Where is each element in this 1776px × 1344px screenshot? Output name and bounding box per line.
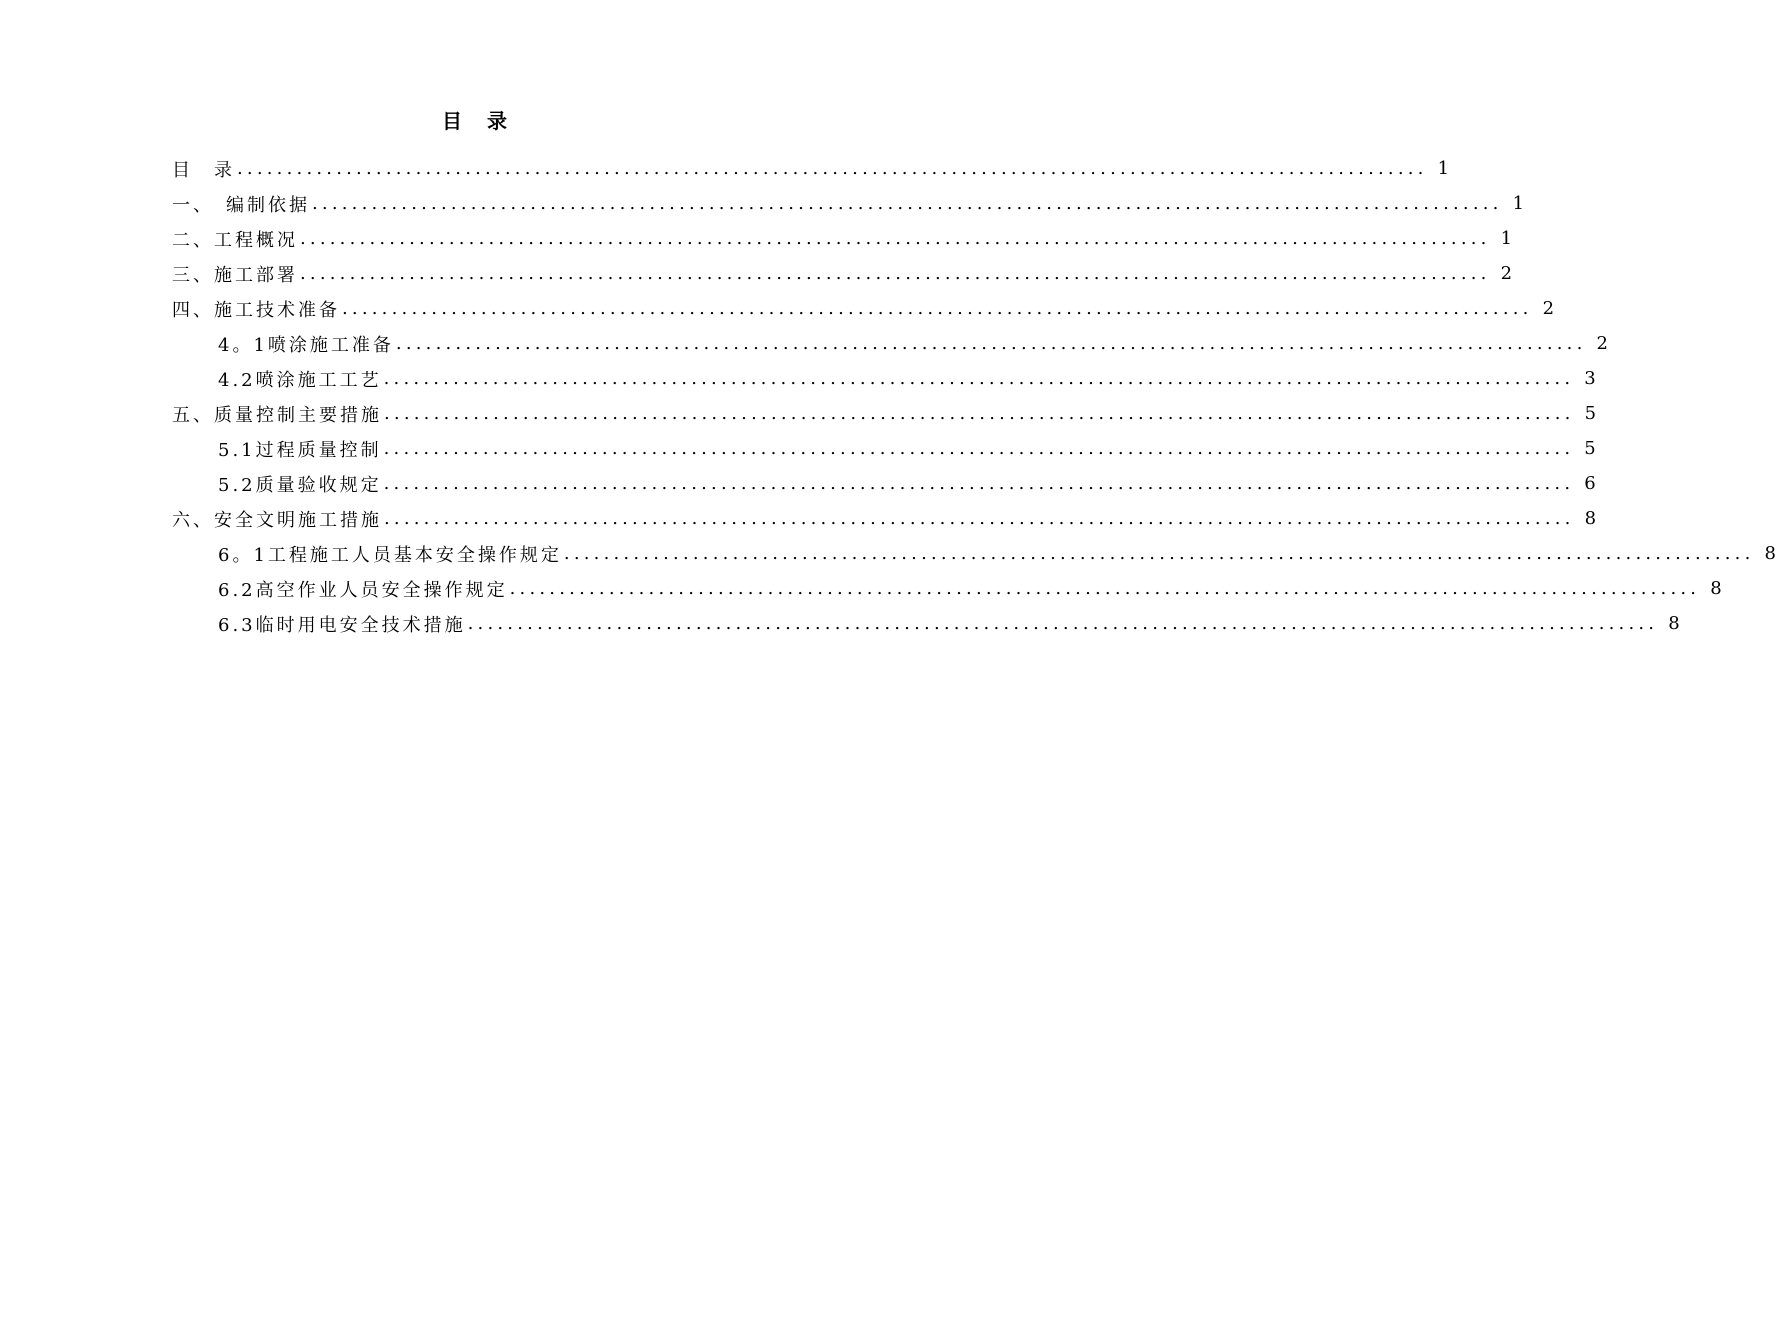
toc-dot-leader: ........................................................................................................................ <box>342 298 1533 319</box>
toc-entry-page: 6 <box>1584 473 1596 494</box>
toc-entry[interactable] <box>0 256 1513 291</box>
toc-entry[interactable] <box>0 186 1525 221</box>
toc-entry-label: 六、安全文明施工措施 <box>172 509 382 531</box>
toc-entry-page: 2 <box>1596 333 1608 354</box>
toc-dot-leader: ........................................................................................................................ <box>467 613 1659 634</box>
toc-dot-leader: ........................................................................................................................ <box>563 543 1755 564</box>
toc-dot-leader: ........................................................................................................................ <box>384 403 1575 424</box>
toc-entry-page: 8 <box>1584 508 1597 529</box>
toc-entry[interactable] <box>0 606 1680 641</box>
toc-entry[interactable] <box>0 536 1776 571</box>
toc-entry[interactable] <box>0 291 1555 326</box>
toc-dot-leader: ........................................................................................................................ <box>383 473 1575 494</box>
toc-entry-label: 5.2质量验收规定 <box>218 474 382 496</box>
toc-title <box>0 106 950 136</box>
toc-entry[interactable] <box>0 396 1597 431</box>
toc-entry-page: 1 <box>1500 228 1513 249</box>
toc-entry[interactable] <box>0 466 1596 501</box>
toc-entry[interactable] <box>0 151 1450 186</box>
toc-entry-label: 四、施工技术准备 <box>172 299 340 321</box>
toc-entry-label: 一、 编制依据 <box>172 194 310 216</box>
toc-entry-page: 8 <box>1668 613 1680 634</box>
toc-entry-label: 5.1过程质量控制 <box>218 439 382 461</box>
toc-entry-page: 8 <box>1764 543 1776 564</box>
toc-entry-label: 二、工程概况 <box>172 229 298 251</box>
toc-dot-leader: ........................................................................................................................ <box>509 578 1701 599</box>
toc-dot-leader: ........................................................................................................................ <box>383 368 1575 389</box>
toc-entry-page: 5 <box>1584 438 1596 459</box>
toc-entry-page: 1 <box>1437 158 1450 179</box>
toc-dot-leader: ........................................................................................................................ <box>384 508 1575 529</box>
toc-entry-label: 6.2高空作业人员安全操作规定 <box>218 579 508 601</box>
toc-entry[interactable] <box>0 221 1513 256</box>
toc-entry-label: 五、质量控制主要措施 <box>172 404 382 426</box>
toc-dot-leader: ........................................................................................................................ <box>312 193 1503 214</box>
toc-entry[interactable] <box>0 501 1597 536</box>
toc-entry-label: 目 录 <box>172 159 235 181</box>
toc-list <box>0 151 1776 641</box>
toc-dot-leader: ........................................................................................................................ <box>237 158 1428 179</box>
toc-entry-page: 8 <box>1710 578 1722 599</box>
toc-dot-leader: ........................................................................................................................ <box>383 438 1575 459</box>
toc-entry-page: 5 <box>1584 403 1597 424</box>
toc-dot-leader: ........................................................................................................................ <box>300 263 1491 284</box>
toc-entry-label: 4。1喷涂施工准备 <box>218 334 394 356</box>
toc-entry-label: 三、施工部署 <box>172 264 298 286</box>
toc-entry[interactable] <box>0 326 1608 361</box>
toc-dot-leader: ........................................................................................................................ <box>395 333 1587 354</box>
toc-entry-page: 2 <box>1500 263 1513 284</box>
toc-entry-page: 3 <box>1584 368 1596 389</box>
toc-entry-label: 6.3临时用电安全技术措施 <box>218 614 466 636</box>
toc-dot-leader: ........................................................................................................................ <box>300 228 1491 249</box>
toc-entry[interactable] <box>0 431 1596 466</box>
toc-entry[interactable] <box>0 361 1596 396</box>
toc-title-char-1: 目 <box>442 109 463 133</box>
toc-entry[interactable] <box>0 571 1722 606</box>
toc-entry-page: 2 <box>1542 298 1555 319</box>
toc-title-char-2: 录 <box>487 109 508 133</box>
toc-entry-page: 1 <box>1512 193 1525 214</box>
toc-entry-label: 6。1工程施工人员基本安全操作规定 <box>218 544 562 566</box>
toc-entry-label: 4.2喷涂施工工艺 <box>218 369 382 391</box>
